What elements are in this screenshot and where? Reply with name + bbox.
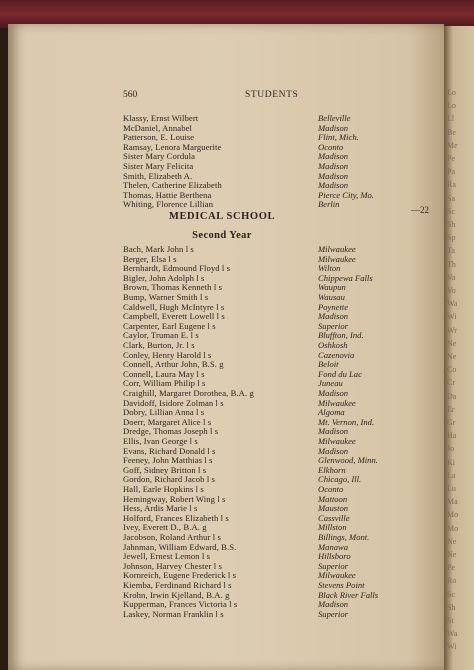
list-item	[0, 378, 420, 388]
student-hometown: Flint, Mich.	[318, 132, 359, 143]
list-item	[0, 302, 420, 312]
edge-text-fragment: Me	[447, 140, 458, 150]
list-item	[0, 417, 420, 427]
student-hometown: Milwaukee	[318, 436, 356, 446]
student-hometown: Milwaukee	[318, 253, 356, 264]
student-hometown: Hillsboro	[318, 551, 351, 562]
section-subtitle: Second Year	[192, 230, 252, 241]
student-hometown: Wausau	[318, 292, 345, 302]
student-hometown: Billings, Mont.	[318, 532, 370, 542]
list-item	[0, 455, 420, 465]
edge-text-fragment: Wi	[447, 642, 457, 652]
student-hometown: Oconto	[318, 484, 344, 494]
list-item	[0, 180, 420, 190]
student-hometown: Superior	[318, 608, 349, 619]
edge-text-fragment: Co	[447, 365, 457, 375]
student-name: Krohn, Irwin Kjelland, B.A. g	[123, 589, 230, 600]
list-item	[0, 570, 420, 580]
list-item	[0, 407, 420, 417]
student-name: Connell, Laura May l s	[123, 368, 205, 379]
edge-text-fragment: Ne	[447, 536, 457, 546]
student-hometown: Milwaukee	[318, 570, 356, 581]
edge-text-fragment: Gr	[447, 418, 456, 427]
list-item	[0, 532, 420, 542]
student-name: Carpenter, Earl Eugene l s	[123, 320, 216, 331]
student-name: Dobry, Lillian Anna l s	[123, 407, 205, 418]
student-name: Berger, Elsa l s	[123, 253, 177, 264]
edge-text-fragment: Sc	[447, 589, 455, 599]
student-name: Thomas, Hattie Berthena	[123, 189, 212, 200]
edge-text-fragment: Mo	[447, 510, 459, 520]
student-name: Jahnman, William Edward, B.S.	[123, 541, 237, 552]
list-item	[0, 123, 420, 133]
student-name: Bump, Warner Smith l s	[123, 292, 209, 302]
student-name: Kornreich, Eugene Frederick l s	[123, 570, 237, 581]
student-hometown: Mauston	[318, 503, 349, 514]
edge-text-fragment: Lo	[447, 101, 456, 111]
student-name: Hemingway, Robert Wing l s	[123, 493, 226, 504]
student-hometown: Glenwood, Minn.	[318, 455, 378, 466]
student-name: Doerr, Margaret Alice l s	[123, 416, 212, 427]
student-name: Evans, Richard Donald l s	[123, 445, 216, 456]
list-item	[0, 161, 420, 171]
student-name: Gordon, Richard Jacob l s	[123, 474, 215, 485]
student-hometown: Berlin	[318, 199, 340, 210]
student-name: Laskey, Norman Franklin l s	[123, 608, 224, 619]
edge-text-fragment: Ma	[447, 497, 458, 507]
list-item	[0, 369, 420, 379]
list-item	[0, 590, 420, 600]
list-item	[0, 561, 420, 571]
edge-text-fragment: Lo	[447, 88, 456, 97]
list-item	[0, 199, 420, 209]
student-hometown: Waupun	[318, 282, 346, 293]
edge-text-fragment: Ne	[447, 338, 457, 348]
list-item	[0, 132, 420, 142]
edge-text-fragment: Va	[447, 272, 456, 282]
facing-page-edge	[444, 26, 474, 670]
student-name: Bigler, John Adolph l s	[123, 272, 205, 283]
edge-text-fragment: Ll	[447, 114, 455, 124]
student-hometown: Madison	[318, 445, 349, 456]
student-hometown: Poynette	[318, 301, 349, 312]
edge-text-fragment: Th	[447, 259, 456, 269]
margin-note: —22	[411, 205, 429, 215]
student-name: Connell, Arthur John, B.S. g	[123, 359, 224, 370]
list-item	[0, 359, 420, 369]
student-hometown: Bluffton, Ind.	[318, 330, 364, 341]
edge-text-fragment: Sa	[447, 193, 455, 203]
edge-text-fragment: Jo	[447, 444, 455, 454]
edge-text-fragment: Ne	[447, 352, 457, 361]
student-hometown: Pierce City, Mo.	[318, 189, 375, 200]
student-hometown: Elkhorn	[318, 464, 346, 475]
edge-text-fragment: Pa	[447, 167, 455, 177]
list-item	[0, 580, 420, 590]
edge-text-fragment: St	[447, 616, 454, 625]
list-item	[0, 551, 420, 561]
list-item	[0, 350, 420, 360]
student-name: Clark, Burton, Jr. l s	[123, 340, 195, 350]
list-item	[0, 436, 420, 446]
list-item	[0, 446, 420, 456]
student-name: Ellis, Ivan George l s	[123, 436, 198, 446]
student-name: Klassy, Ernst Wilbert	[123, 113, 199, 123]
student-hometown: Madison	[318, 170, 349, 181]
student-name: Dredge, Thomas Joseph l s	[123, 426, 219, 437]
list-item	[0, 244, 420, 254]
list-item	[0, 340, 420, 350]
student-hometown: Cassville	[318, 512, 350, 523]
student-hometown: Manawa	[318, 541, 349, 552]
edge-text-fragment: Da	[447, 391, 457, 401]
list-item	[0, 254, 420, 264]
edge-text-fragment: Wa	[447, 299, 458, 309]
list-item	[0, 388, 420, 398]
student-name: Hall, Earle Hopkins l s	[123, 484, 204, 494]
student-hometown: Beloit	[318, 359, 339, 370]
student-name: Corr, William Philip l s	[123, 378, 206, 389]
student-name: Conley, Henry Harold l s	[123, 349, 212, 360]
student-hometown: Madison	[318, 161, 349, 171]
list-item	[0, 474, 420, 484]
list-item	[0, 599, 420, 609]
page-header	[0, 90, 444, 102]
student-hometown: Madison	[318, 388, 349, 398]
edge-text-fragment: Er	[447, 404, 455, 414]
student-name: Holford, Frances Elizabeth l s	[123, 512, 229, 523]
student-name: Ramsay, Lenora Marguerite	[123, 141, 222, 152]
student-name: McDaniel, Annabel	[123, 122, 192, 133]
edge-text-fragment: Wi	[447, 312, 457, 322]
page-number: 560	[123, 90, 138, 100]
section-title: MEDICAL SCHOOL	[168, 211, 276, 222]
running-head: STUDENTS	[245, 90, 299, 100]
edge-text-fragment: Vo	[447, 286, 456, 295]
list-item	[0, 426, 420, 436]
student-name: Patterson, E. Louise	[123, 132, 195, 143]
list-item	[0, 522, 420, 532]
edge-text-fragment: Ne	[447, 550, 457, 559]
student-name: Smith, Elizabeth A.	[123, 170, 193, 181]
student-hometown: Milwaukee	[318, 397, 356, 408]
list-item	[0, 273, 420, 283]
student-name: Brown, Thomas Kenneth l s	[123, 282, 223, 293]
edge-text-fragment: Be	[447, 127, 456, 137]
student-hometown: Stevens Point	[318, 580, 365, 590]
list-item	[0, 311, 420, 321]
student-name: Bernhardt, Edmound Floyd l s	[123, 263, 231, 274]
student-hometown: Madison	[318, 151, 349, 162]
student-name: Sister Mary Cordula	[123, 151, 196, 162]
student-hometown: Chicago, Ill.	[318, 474, 362, 485]
edge-text-fragment: Sh	[447, 220, 456, 229]
edge-text-fragment: Pe	[447, 563, 455, 573]
student-hometown: Milwaukee	[318, 244, 356, 254]
edge-text-fragment: Mo	[447, 523, 459, 533]
edge-text-fragment: Pe	[447, 154, 455, 163]
student-hometown: Mattoon	[318, 493, 348, 504]
student-name: Feeney, John Matthias l s	[123, 455, 213, 466]
edge-text-fragment: Wa	[447, 629, 458, 639]
student-hometown: Chippewa Falls	[318, 272, 373, 283]
list-item	[0, 513, 420, 523]
student-name: Davidoff, Isidore Zolman l s	[123, 397, 224, 408]
edge-text-fragment: Ki	[447, 457, 455, 467]
list-item	[0, 484, 420, 494]
list-item	[0, 113, 420, 123]
list-item	[0, 542, 420, 552]
edge-text-fragment: Wr	[447, 325, 457, 335]
edge-text-fragment: Ro	[447, 576, 457, 586]
student-name: Hess, Ardis Marie l s	[123, 503, 198, 514]
student-hometown: Fond du Lac	[318, 368, 362, 379]
edge-text-fragment: Sc	[447, 206, 455, 216]
student-name: Caylor, Truman E. l s	[123, 330, 199, 341]
list-item	[0, 292, 420, 302]
edge-text-fragment: Ta	[447, 246, 455, 256]
student-hometown: Oconto	[318, 141, 344, 152]
edge-text-fragment: Lu	[447, 484, 456, 493]
student-hometown: Madison	[318, 426, 349, 437]
student-name: Whiting, Florence Lillian	[123, 199, 214, 210]
edge-text-fragment: La	[447, 470, 456, 480]
student-hometown: Superior	[318, 320, 349, 331]
list-item	[0, 503, 420, 513]
student-name: Bach, Mark John l s	[123, 244, 194, 254]
list-item	[0, 398, 420, 408]
student-name: Campbell, Everett Lowell l s	[123, 311, 225, 322]
list-item	[0, 494, 420, 504]
student-hometown: Madison	[318, 599, 349, 610]
list-item	[0, 609, 420, 619]
list-item	[0, 282, 420, 292]
student-name: Jewell, Ernest Lemon l s	[123, 551, 211, 562]
list-item	[0, 171, 420, 181]
student-name: Johnson, Harvey Chester l s	[123, 560, 222, 571]
student-hometown: Madison	[318, 311, 349, 322]
student-name: Ivey, Everett D., B.A. g	[123, 522, 207, 533]
student-hometown: Algoma	[318, 407, 345, 418]
edge-text-fragment: Sh	[447, 602, 456, 612]
student-name: Sister Mary Felicita	[123, 161, 194, 171]
student-name: Craighill, Margaret Dorothea, B.A. g	[123, 388, 254, 398]
student-name: Thelen, Catherine Elizabeth	[123, 180, 222, 191]
student-hometown: Juneau	[318, 378, 343, 389]
edge-text-fragment: Sp	[447, 233, 456, 243]
list-item	[0, 151, 420, 161]
student-name: Jacobson, Roland Arthur l s	[123, 532, 221, 542]
student-name: Goff, Sidney Britton l s	[123, 464, 207, 475]
student-hometown: Cazenovia	[318, 349, 355, 360]
list-item	[0, 321, 420, 331]
student-hometown: Millston	[318, 522, 347, 533]
student-hometown: Superior	[318, 560, 349, 571]
list-item	[0, 263, 420, 273]
edge-text-fragment: Ra	[447, 180, 456, 190]
student-name: Kupperman, Frances Victoria l s	[123, 599, 238, 610]
list-item	[0, 142, 420, 152]
list-item	[0, 465, 420, 475]
student-hometown: Oshkosh	[318, 340, 348, 350]
student-hometown: Madison	[318, 122, 349, 133]
student-hometown: Madison	[318, 180, 349, 191]
student-name: Caldwell, Hugh McIntyre l s	[123, 301, 225, 312]
student-hometown: Wilton	[318, 263, 341, 274]
student-hometown: Black River Falls	[318, 589, 379, 600]
student-name: Kiemba, Ferdinand Richard l s	[123, 580, 232, 590]
list-item	[0, 330, 420, 340]
list-item	[0, 190, 420, 200]
student-hometown: Mt. Vernon, Ind.	[318, 416, 375, 427]
edge-text-fragment: Cr	[447, 378, 455, 388]
edge-text-fragment: Ha	[447, 431, 457, 441]
student-hometown: Belleville	[318, 113, 351, 123]
